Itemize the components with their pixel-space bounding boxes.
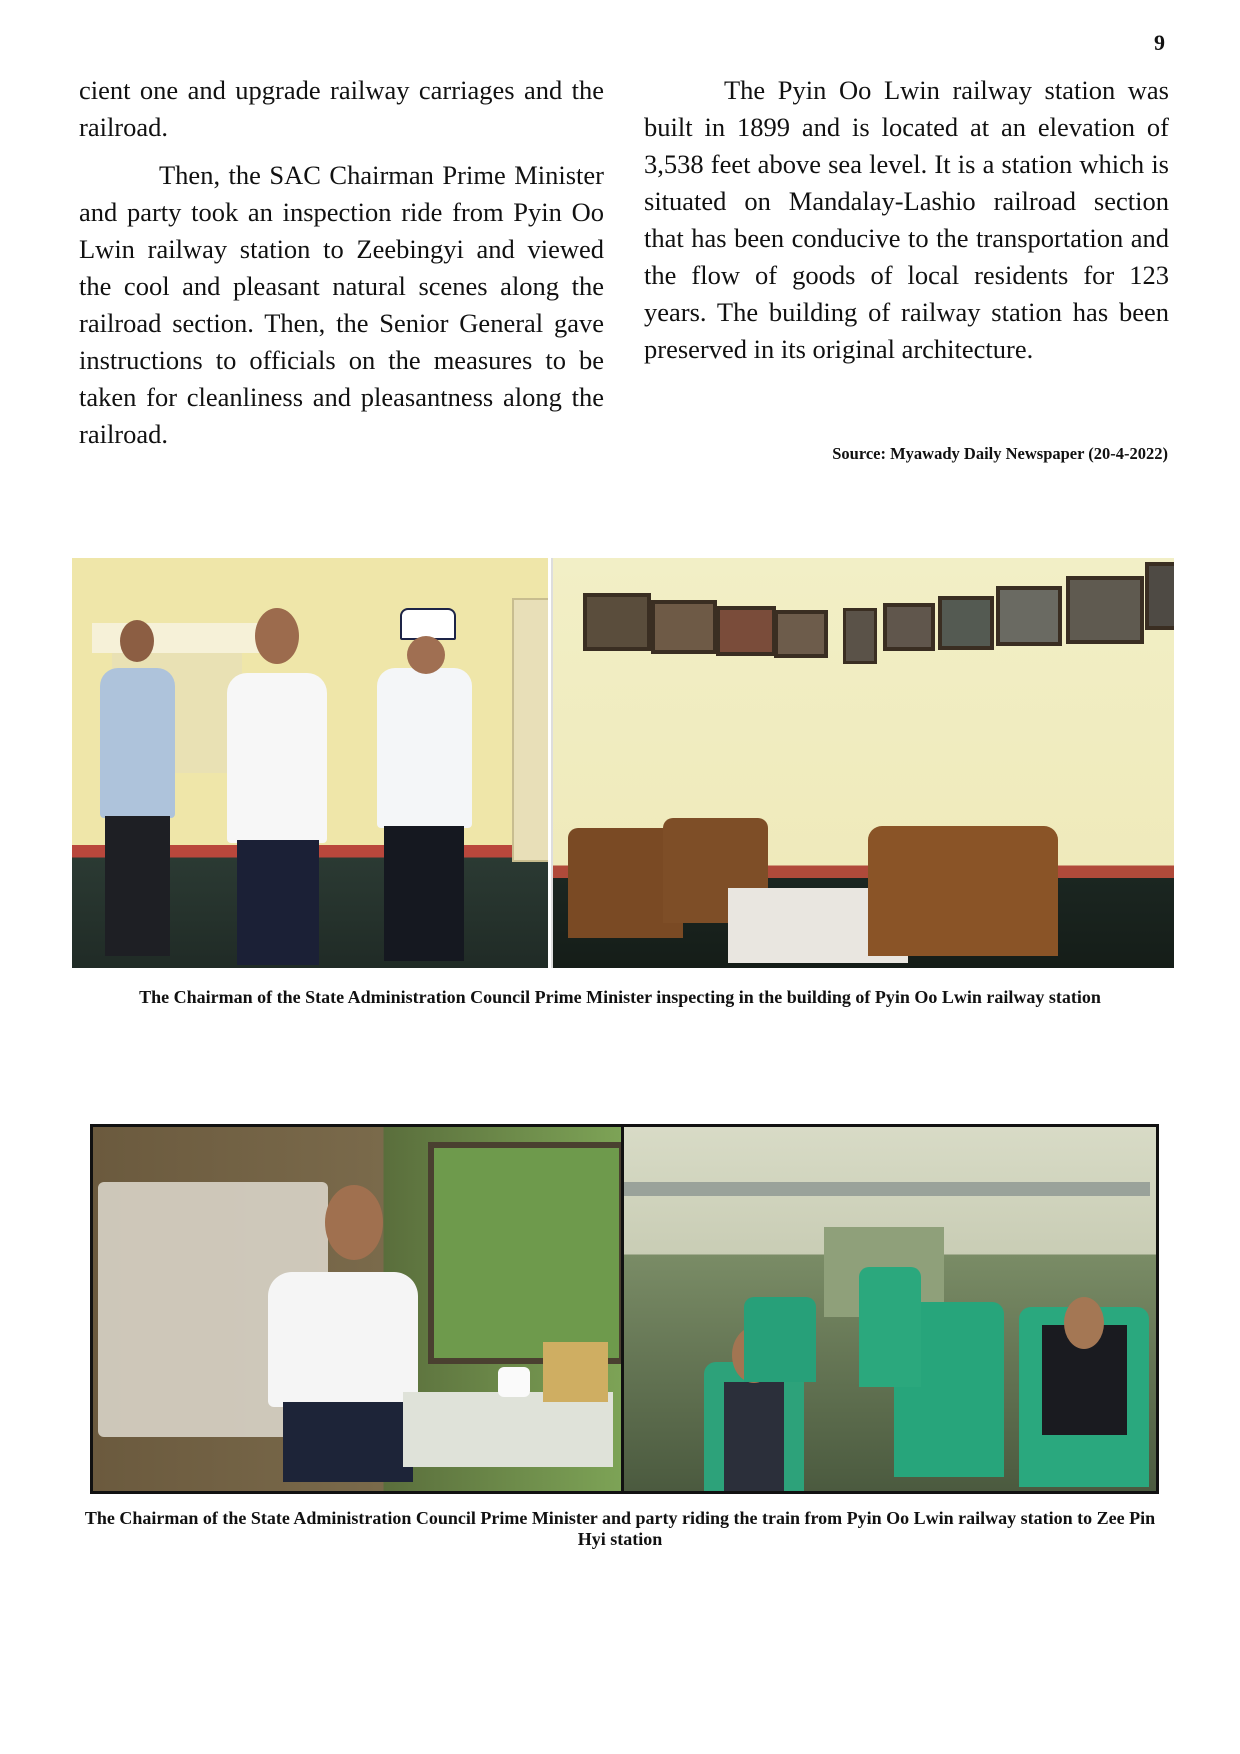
- paragraph: The Pyin Oo Lwin railway station was built in 1899 and is located at an elevation of 3,538 feet above sea level. It is a station which is situated on Mandalay-Lashio railroad section that has been conducive to the transportation and the flow of goods of local residents for 123 years. The building of railway station has been preserved in its original architecture.: [644, 75, 1169, 364]
- right-column: [644, 72, 1169, 379]
- figure-caption: The Chairman of the State Administration Council Prime Minister and party riding the train from Pyin Oo Lwin railway station to Zee Pin Hyi station: [84, 1508, 1156, 1549]
- paragraph: cient one and upgrade railway carriages and the railroad.: [79, 75, 604, 142]
- photo-officials-inspecting: [72, 558, 548, 968]
- photo-station-waiting-room: [551, 558, 1174, 968]
- photo-passenger-carriage: [621, 1124, 1159, 1494]
- page-number: 9: [1154, 30, 1165, 55]
- paragraph: Then, the SAC Chairman Prime Minister and party took an inspection ride from Pyin Oo Lwin railway station to Zeebingyi and viewed the cool and pleasant natural scenes along the railroad section. Then, the Senior General gave instructions to officials on the measures to be taken for cleanliness and pleasantness along the railroad.: [79, 160, 604, 449]
- photo-chairman-by-window: [90, 1124, 621, 1494]
- figure-caption: The Chairman of the State Administration Council Prime Minister inspecting in the building of Pyin Oo Lwin railway station: [139, 987, 1101, 1007]
- source-credit: Source: Myawady Daily Newspaper (20-4-2022): [832, 444, 1168, 463]
- left-column: [79, 72, 604, 464]
